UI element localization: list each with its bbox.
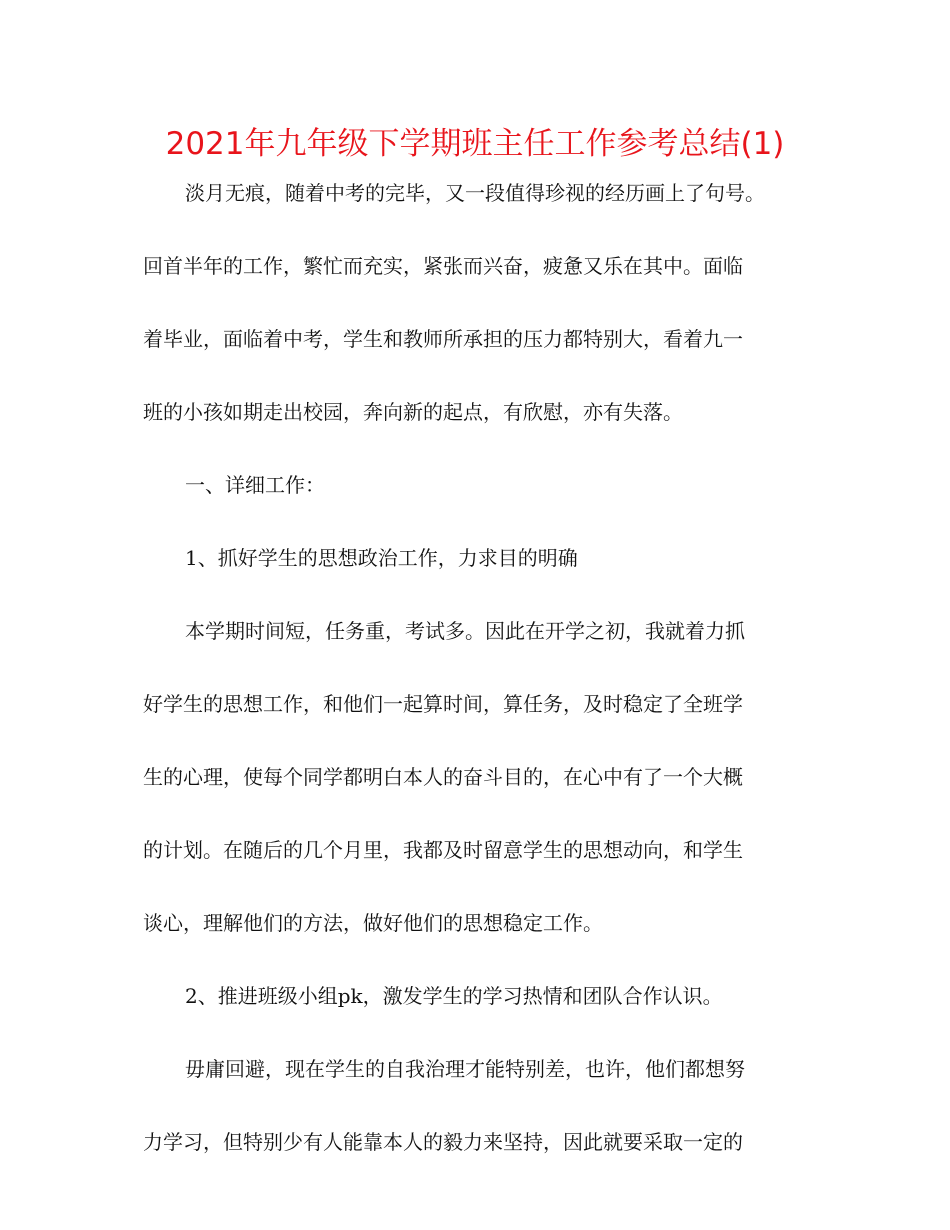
section-heading bbox=[143, 466, 823, 504]
text-line: 谈心，理解他们的方法，做好他们的思想稳定工作。 bbox=[143, 911, 603, 935]
text-line: 本学期时间短，任务重，考试多。因此在开学之初，我就着力抓 bbox=[185, 619, 745, 643]
text-line: 毋庸回避，现在学生的自我治理才能特别差，也许，他们都想努 bbox=[185, 1057, 745, 1081]
paragraph-self-management bbox=[143, 1050, 823, 1161]
text-line: 好学生的思想工作，和他们一起算时间，算任务，及时稳定了全班学 bbox=[143, 692, 743, 716]
text-line: 生的心理，使每个同学都明白本人的奋斗目的，在心中有了一个大概 bbox=[143, 765, 743, 789]
paragraph-thought-work bbox=[143, 612, 823, 942]
text-line: 1、抓好学生的思想政治工作，力求目的明确 bbox=[185, 546, 578, 570]
text-line: 班的小孩如期走出校园，奔向新的起点，有欣慰，亦有失落。 bbox=[143, 400, 683, 424]
text-line: 2、推进班级小组pk，激发学生的学习热情和团队合作认识。 bbox=[185, 984, 723, 1008]
text-line: 的计划。在随后的几个月里，我都及时留意学生的思想动向，和学生 bbox=[143, 838, 743, 862]
paragraph-intro bbox=[143, 174, 823, 431]
document-title: 2021年九年级下学期班主任工作参考总结(1) bbox=[165, 126, 785, 162]
subsection-heading-1 bbox=[143, 539, 823, 577]
text-line: 着毕业，面临着中考，学生和教师所承担的压力都特别大，看着九一 bbox=[143, 327, 743, 351]
text-line: 淡月无痕，随着中考的完毕，又一段值得珍视的经历画上了句号。 bbox=[185, 181, 765, 205]
document-body bbox=[143, 174, 823, 1196]
text-line: 回首半年的工作，繁忙而充实，紧张而兴奋，疲惫又乐在其中。面临 bbox=[143, 254, 743, 278]
subsection-heading-2 bbox=[143, 977, 823, 1015]
text-line: 一、详细工作： bbox=[185, 473, 325, 497]
text-line: 力学习，但特别少有人能靠本人的毅力来坚持，因此就要采取一定的 bbox=[143, 1130, 743, 1154]
